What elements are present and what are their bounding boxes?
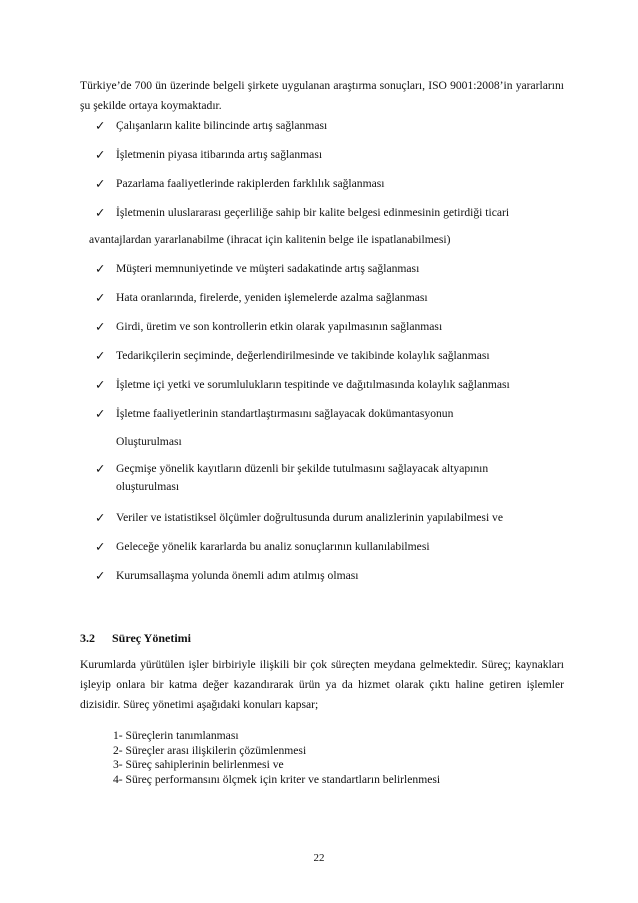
list-item: 2- Süreçler arası ilişkilerin çözümlenmesi [113,743,307,757]
list-item: 4- Süreç performansını ölçmek için kriter ve standartların belirlenmesi [113,772,441,786]
list-item: ✓ Geçmişe yönelik kayıtların düzenli bir şekilde tutulmasını sağlayacak altyapının oluşturulması [95,461,489,493]
list-item: 3- Süreç sahiplerinin belirlenmesi ve [113,758,284,771]
checkmark-icon: ✓ [95,348,106,363]
list-item: ✓ Çalışanların kalite bilincinde artış sağlanması [95,118,328,133]
list-item: ✓ Girdi, üretim ve son kontrollerin etkin olarak yapılmasının sağlanması [95,319,443,334]
checkmark-icon: ✓ [95,406,106,421]
list-item: ✓ Geleceğe yönelik kararlarda bu analiz sonuçlarının kullanılabilmesi [95,539,430,554]
list-item: ✓ Tedarikçilerin seçiminde, değerlendirilmesinde ve takibinde kolaylık sağlanması [95,348,490,363]
checkmark-icon: ✓ [95,205,106,220]
benefits-list [80,117,564,585]
list-item: ✓ İşletme içi yetki ve sorumlulukların tespitinde ve dağıtılmasında kolaylık sağlanması [95,377,510,392]
list-item: ✓ İşletmenin piyasa itibarında artış sağlanması [95,147,323,162]
list-item: ✓ İşletmenin uluslararası geçerliliğe sahip bir kalite belgesi edinmesinin getirdiği ticari avantajlardan yararlanabilme (ihracat için kalitenin belge ile ispatlanabilmesi) [89,205,510,246]
checkmark-icon: ✓ [95,539,106,554]
list-item: ✓ Müşteri memnuniyetinde ve müşteri sadakatinde artış sağlanması [95,261,420,276]
section-title: Süreç Yönetimi [112,631,191,645]
checkmark-icon: ✓ [95,176,106,191]
checkmark-icon: ✓ [95,319,106,334]
section-heading [80,631,191,646]
section-number: 3.2 [80,631,95,645]
checkmark-icon: ✓ [95,377,106,392]
checkmark-icon: ✓ [95,568,106,583]
intro-paragraph: Türkiye’de 700 ün üzerinde belgeli şirkete uygulanan araştırma sonuçları, ISO 9001:2008’in yararlarını şu şekilde ortaya koymaktadır. [80,79,564,112]
checkmark-icon: ✓ [95,461,106,476]
checkmark-icon: ✓ [95,147,106,162]
checkmark-icon: ✓ [95,261,106,276]
list-item: 1- Süreçlerin tanımlanması [113,729,239,742]
checkmark-icon: ✓ [95,118,106,133]
list-item: ✓ Hata oranlarında, firelerde, yeniden işlemelerde azalma sağlanması [95,290,428,305]
checkmark-icon: ✓ [95,510,106,525]
list-item: ✓ İşletme faaliyetlerinin standartlaştırmasını sağlayacak dokümantasyonun Oluşturulması [95,406,454,448]
checkmark-icon: ✓ [95,290,106,305]
list-item: ✓ Pazarlama faaliyetlerinde rakiplerden farklılık sağlanması [95,176,385,191]
list-item: ✓ Kurumsallaşma yolunda önemli adım atılmış olması [95,568,359,583]
page-number: 22 [313,852,325,864]
steps-list [113,729,440,787]
section-paragraph: Kurumlarda yürütülen işler birbiriyle ilişkili bir çok süreçten meydana gelmektedir. Süreç; kaynakları işleyip onlara bir katma değer kazandırarak ürün ya da hizmet olarak çıktı haline getiren işlemler dizisidir. Süreç yönetimi aşağıdaki konuları kapsar; [80,658,564,711]
list-item: ✓ Veriler ve istatistiksel ölçümler doğrultusunda durum analizlerinin yapılabilmesi ve [95,510,504,525]
